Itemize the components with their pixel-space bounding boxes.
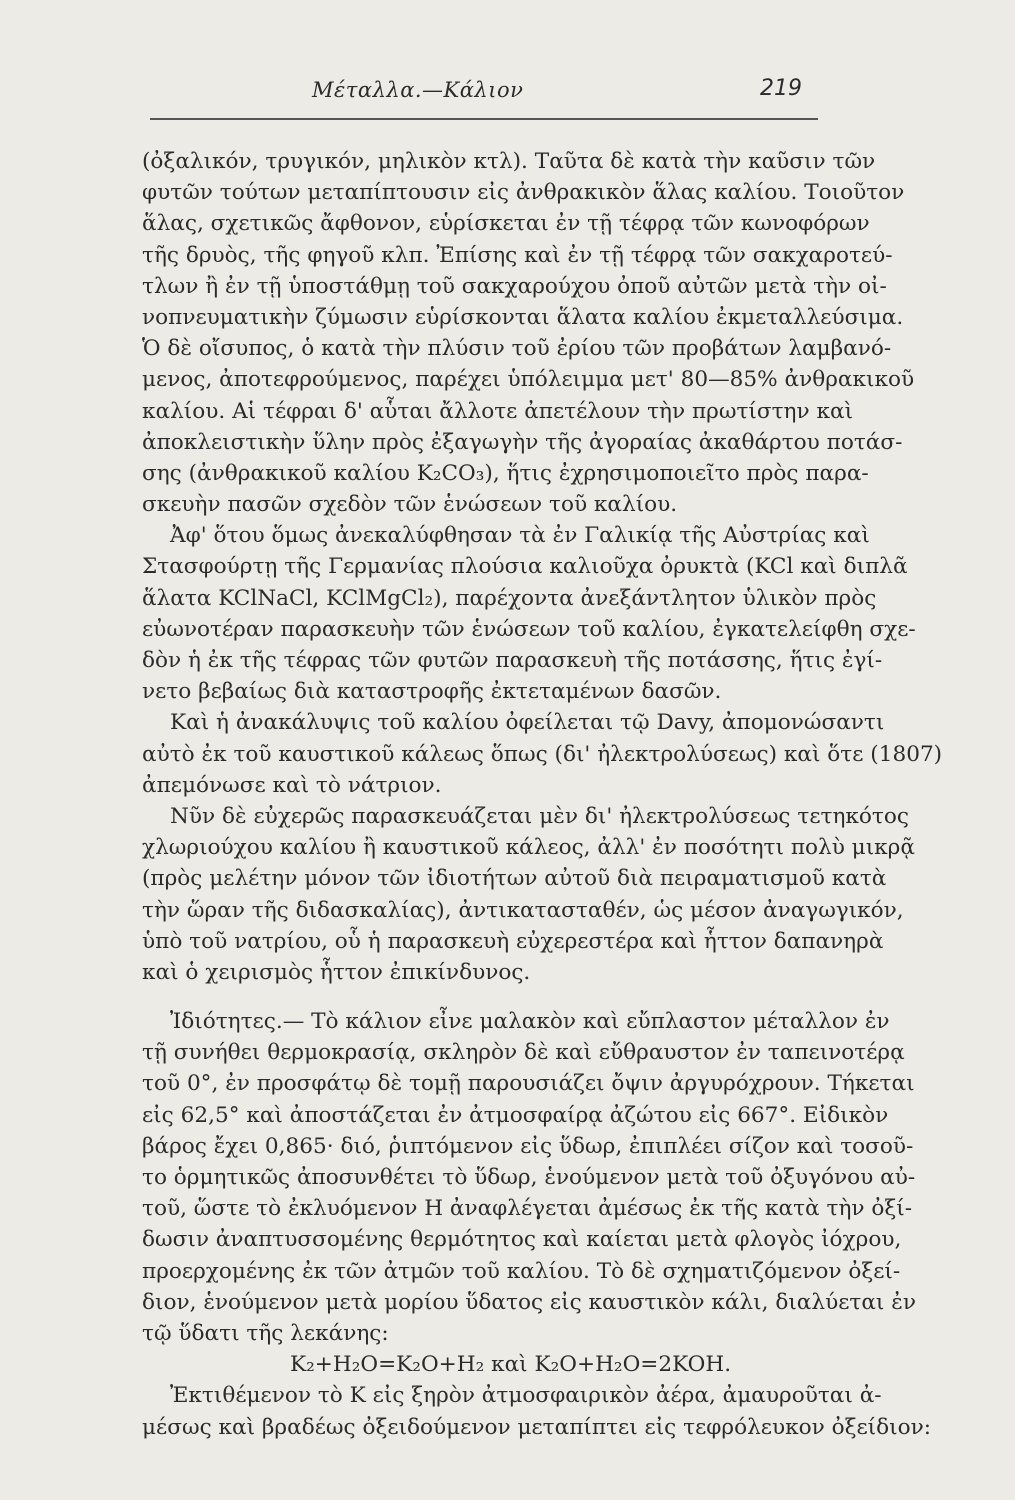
- text-line: φυτῶν τούτων μεταπίπτουσιν εἰς ἀνθρακικὸν ἅλας καλίου. Τοιοῦτον: [142, 180, 905, 206]
- text-line: μενος, ἀποτεφρούμενος, παρέχει ὑπόλειμμα μετ' 80—85% ἀνθρακικοῦ: [142, 367, 915, 393]
- text-line: ἅλας, σχετικῶς ἄφθονον, εὑρίσκεται ἐν τῇ τέφρᾳ τῶν κωνοφόρων: [142, 211, 870, 237]
- text-line: ἅλατα KClNaCl, KClMgCl₂), παρέχοντα ἀνεξάντλητον ὑλικὸν πρὸς: [142, 585, 877, 611]
- text-line: τῆς δρυὸς, τῆς φηγοῦ κλπ. Ἐπίσης καὶ ἐν τῇ τέφρᾳ τῶν σακχαροτεύ-: [142, 242, 893, 268]
- text-line: Ὁ δὲ οἴσυπος, ὁ κατὰ τὴν πλύσιν τοῦ ἐρίου τῶν προβάτων λαμβανό-: [142, 336, 892, 362]
- text-line: βάρος ἔχει 0,865· διό, ῥιπτόμενον εἰς ὕδωρ, ἐπιπλέει σίζον καὶ τοσοῦ-: [142, 1133, 914, 1159]
- text-line: προερχομένης ἐκ τῶν ἀτμῶν τοῦ καλίου. Τὸ δὲ σχηματιζόμενον ὀξεί-: [142, 1258, 901, 1284]
- paragraph-gap: [142, 988, 818, 1006]
- text-line: τοῦ, ὥστε τὸ ἐκλυόμενον H ἀναφλέγεται ἀμέσως ἐκ τῆς κατὰ τὴν ὀξί-: [142, 1196, 913, 1222]
- chemical-equation: K₂+H₂O=K₂O+H₂ καὶ K₂O+H₂O=2KOH.: [290, 1352, 732, 1378]
- text-line: δωσιν ἀναπτυσσομένης θερμότητος καὶ καίεται μετὰ φλογὸς ἰόχρου,: [142, 1227, 902, 1253]
- text-line: ὑπὸ τοῦ νατρίου, οὗ ἡ παρασκευὴ εὐχερεστέρα καὶ ἧττον δαπανηρὰ: [142, 928, 884, 954]
- text-line: αὐτὸ ἐκ τοῦ καυστικοῦ κάλεως ὅπως (δι' ἠλεκτρολύσεως) καὶ ὅτε (1807): [142, 741, 943, 767]
- text-line: ἀποκλειστικὴν ὕλην πρὸς ἐξαγωγὴν τῆς ἀγοραίας ἀκαθάρτου ποτάσ-: [142, 429, 903, 455]
- text-line: εἰς 62,5° καὶ ἀποστάζεται ἐν ἀτμοσφαίρᾳ ἀζώτου εἰς 667°. Εἰδικὸν: [142, 1102, 889, 1128]
- text-line: τλων ἢ ἐν τῇ ὑποστάθμῃ τοῦ σακχαρούχου ὀποῦ αὐτῶν μετὰ τὴν οἰ-: [142, 273, 887, 299]
- text-line: νετο βεβαίως διὰ καταστροφῆς ἐκτεταμένων δασῶν.: [142, 679, 722, 705]
- text-line: τὴν ὥραν τῆς διδασκαλίας), ἀντικατασταθέν, ὡς μέσον ἀναγωγικόν,: [142, 897, 904, 923]
- text-line: ἀπεμόνωσε καὶ τὸ νάτριον.: [142, 772, 442, 798]
- text-line: διον, ἑνούμενον μετὰ μορίου ὕδατος εἰς καυστικὸν κάλι, διαλύεται ἐν: [142, 1289, 916, 1315]
- text-line: Ἰδιότητες.— Τὸ κάλιον εἶνε μαλακὸν καὶ εὔπλαστον μέταλλον ἐν: [170, 1009, 890, 1035]
- text-line: (πρὸς μελέτην μόνον τῶν ἰδιοτήτων αὐτοῦ διὰ πειραματισμοῦ κατὰ: [142, 866, 887, 892]
- text-line: Ἐκτιθέμενον τὸ K εἰς ξηρὸν ἀτμοσφαιρικὸν ἀέρα, ἀμαυροῦται ἀ-: [170, 1383, 882, 1409]
- header-rule: [150, 118, 818, 120]
- text-line: δὸν ἡ ἐκ τῆς τέφρας τῶν φυτῶν παρασκευὴ τῆς ποτάσσης, ἥτις ἐγί-: [142, 648, 883, 673]
- text-line: μέσως καὶ βραδέως ὀξειδούμενον μεταπίπτει εἰς τεφρόλευκον ὀξείδιον:: [142, 1414, 931, 1440]
- text-line: το ὁρμητικῶς ἀποσυνθέτει τὸ ὕδωρ, ἑνούμενον μετὰ τοῦ ὀξυγόνου αὐ-: [142, 1165, 916, 1190]
- text-line: νοπνευματικὴν ζύμωσιν εὑρίσκονται ἅλατα καλίου ἐκμεταλλεύσιμα.: [142, 304, 904, 330]
- text-line: εὐωνοτέραν παρασκευὴν τῶν ἑνώσεων τοῦ καλίου, ἐγκατελείφθη σχε-: [142, 616, 916, 642]
- text-line: σκευὴν πασῶν σχεδὸν τῶν ἑνώσεων τοῦ καλίου.: [142, 492, 678, 518]
- text-line: Νῦν δὲ εὐχερῶς παρασκευάζεται μὲν δι' ἠλεκτρολύσεως τετηκότος: [170, 803, 909, 829]
- text-line: τῇ συνήθει θερμοκρασίᾳ, σκληρὸν δὲ καὶ εὔθραυστον ἐν ταπεινοτέρᾳ: [142, 1040, 905, 1066]
- page-number: 219: [760, 76, 802, 101]
- text-line: (ὀξαλικόν, τρυγικόν, μηλικὸν κτλ). Ταῦτα δὲ κατὰ τὴν καῦσιν τῶν: [142, 149, 876, 174]
- text-line: καλίου. Αἱ τέφραι δ' αὗται ἄλλοτε ἀπετέλουν τὴν πρωτίστην καὶ: [142, 398, 854, 424]
- text-line: Στασφούρτῃ τῆς Γερμανίας πλούσια καλιοῦχα ὀρυκτὰ (KCl καὶ διπλᾶ: [142, 554, 908, 580]
- text-line: τῷ ὕδατι τῆς λεκάνης:: [142, 1320, 389, 1346]
- running-title: Μέταλλα.—Κάλιον: [312, 78, 524, 102]
- text-line: Καὶ ἡ ἀνακάλυψις τοῦ καλίου ὀφείλεται τῷ Davy, ἀπομονώσαντι: [170, 710, 885, 736]
- text-line: σης (ἀνθρακικοῦ καλίου K₂CO₃), ἥτις ἐχρησιμοποιεῖτο πρὸς παρα-: [142, 460, 869, 486]
- text-line: χλωριούχου καλίου ἢ καυστικοῦ κάλεος, ἀλλ' ἐν ποσότητι πολὺ μικρᾷ: [142, 835, 915, 861]
- text-line: τοῦ 0°, ἐν προσφάτῳ δὲ τομῇ παρουσιάζει ὄψιν ἀργυρόχρουν. Τήκεται: [142, 1071, 915, 1097]
- text-line: Ἀφ' ὅτου ὅμως ἀνεκαλύφθησαν τὰ ἐν Γαλικίᾳ τῆς Αὐστρίας καὶ: [170, 523, 870, 549]
- body-text: [142, 146, 943, 1443]
- text-line: καὶ ὁ χειρισμὸς ἧττον ἐπικίνδυνος.: [142, 959, 531, 985]
